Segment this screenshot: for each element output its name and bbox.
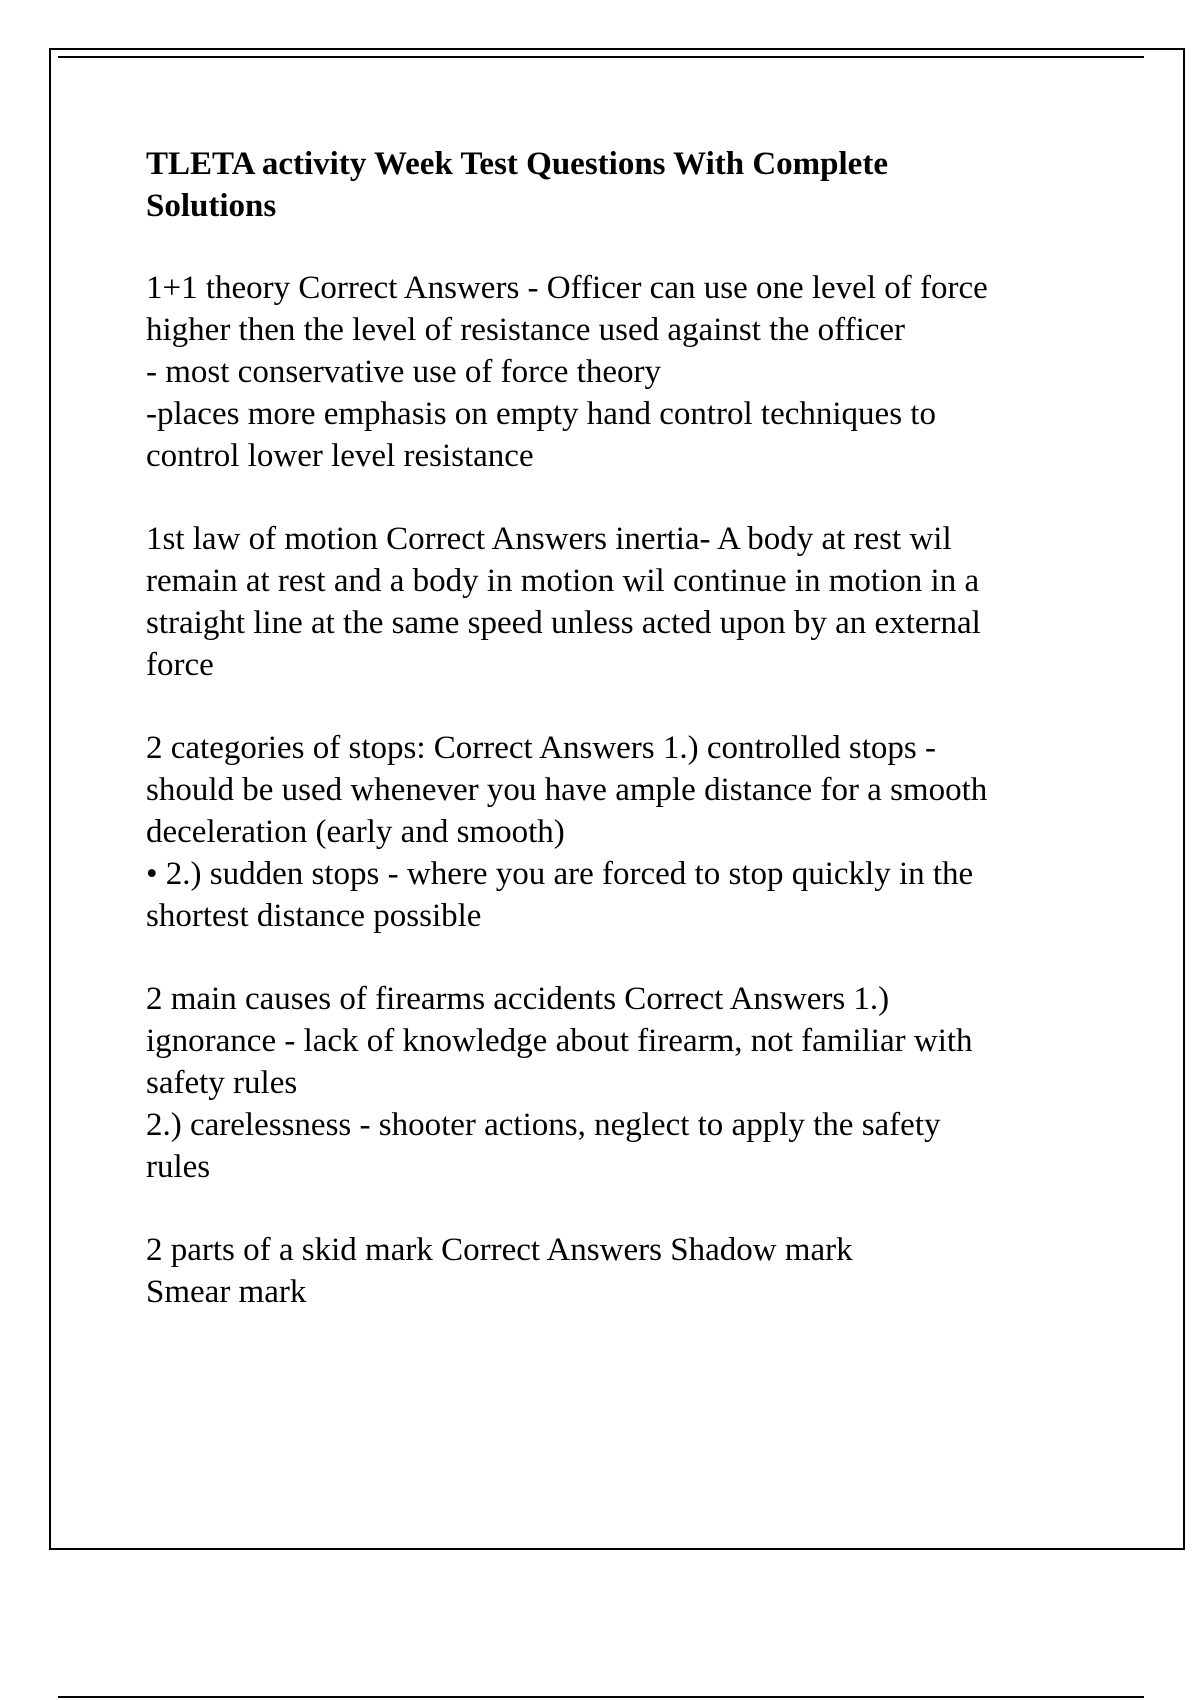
qa-entry-1st-law-of-motion <box>146 518 1126 686</box>
entry-line: 2 categories of stops: Correct Answers 1.) controlled stops - <box>146 730 937 766</box>
entry-line: 1+1 theory Correct Answers - Officer can use one level of force <box>146 270 988 306</box>
document-title <box>146 143 1126 227</box>
entry-line: higher then the level of resistance used against the officer <box>146 312 906 348</box>
entry-line: shortest distance possible <box>146 898 482 934</box>
entry-line: - most conservative use of force theory <box>146 354 661 390</box>
entry-line: safety rules <box>146 1065 298 1101</box>
qa-entry-firearms-accidents <box>146 978 1126 1188</box>
footer-rule <box>58 1696 1144 1698</box>
entry-line: force <box>146 647 214 683</box>
entry-line: -places more emphasis on empty hand control techniques to <box>146 396 936 432</box>
entry-line: 2 main causes of firearms accidents Correct Answers 1.) <box>146 981 890 1017</box>
qa-entry-categories-of-stops <box>146 727 1126 937</box>
entry-line: straight line at the same speed unless acted upon by an external <box>146 605 981 641</box>
entry-line: Smear mark <box>146 1274 307 1310</box>
entry-line: 1st law of motion Correct Answers inertia- A body at rest wil <box>146 521 952 557</box>
header-rule <box>58 56 1144 58</box>
document-body <box>146 143 1126 1354</box>
entry-line: deceleration (early and smooth) <box>146 814 565 850</box>
entry-line: ignorance - lack of knowledge about firearm, not familiar with <box>146 1023 973 1059</box>
title-line: Solutions <box>146 188 277 224</box>
entry-line: 2.) carelessness - shooter actions, neglect to apply the safety <box>146 1107 941 1143</box>
title-line: TLETA activity Week Test Questions With Complete <box>146 146 888 182</box>
qa-entry-1plus1-theory <box>146 267 1126 477</box>
entry-line: • 2.) sudden stops - where you are forced to stop quickly in the <box>146 856 974 892</box>
entry-line: should be used whenever you have ample distance for a smooth <box>146 772 988 808</box>
entry-line: control lower level resistance <box>146 438 534 474</box>
entry-line: 2 parts of a skid mark Correct Answers Shadow mark <box>146 1232 853 1268</box>
entry-line: remain at rest and a body in motion wil continue in motion in a <box>146 563 980 599</box>
entry-line: rules <box>146 1149 211 1185</box>
qa-entry-skid-mark <box>146 1229 1126 1313</box>
